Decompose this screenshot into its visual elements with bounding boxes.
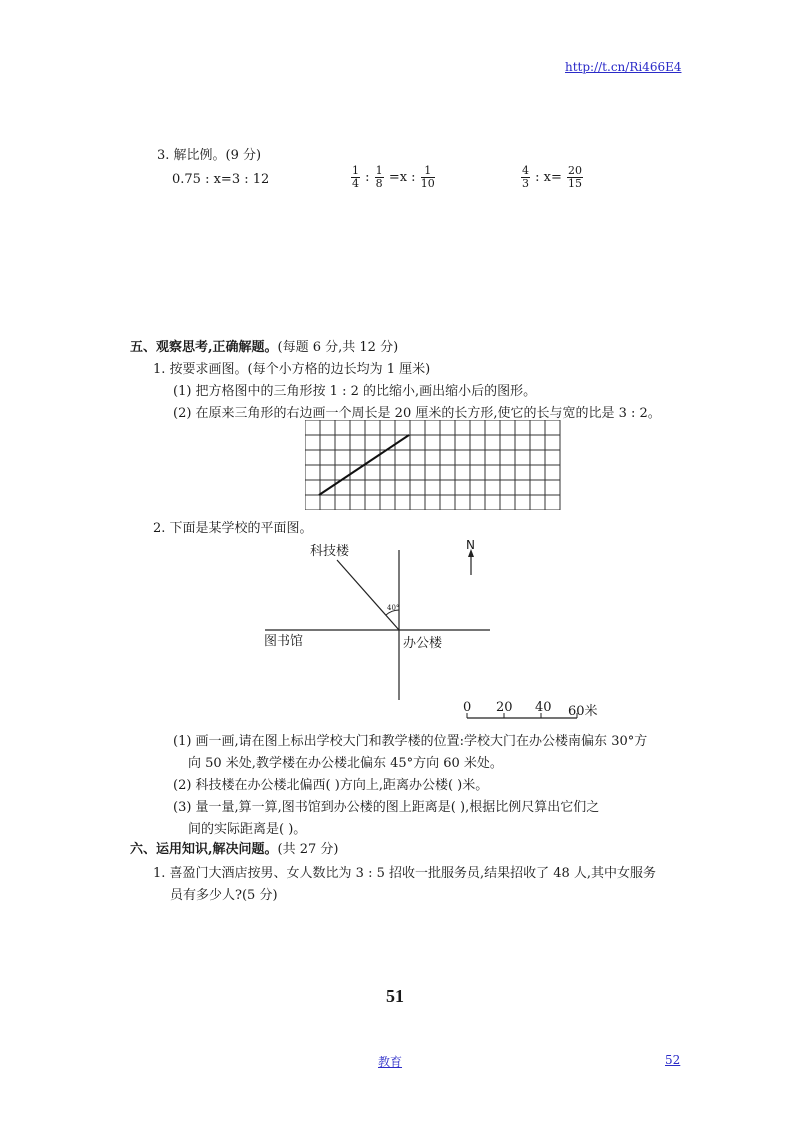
section5-q1-part2: (2) 在原来三角形的右边画一个周长是 20 厘米的长方形,使它的长与宽的比是 3 : 2。	[173, 406, 661, 421]
scale-60m: 60米	[568, 704, 598, 719]
section6-heading: 六、运用知识,解决问题。(共 27 分)	[130, 842, 339, 857]
office-building-label: 办公楼	[403, 636, 443, 651]
section5-q2-part2: (2) 科技楼在办公楼北偏西( )方向上,距离办公楼( )米。	[173, 778, 489, 793]
science-building-line	[337, 560, 399, 630]
header-url-link[interactable]: http://t.cn/Ri466E4	[565, 60, 682, 74]
section5-q1: 1. 按要求画图。(每个小方格的边长均为 1 厘米)	[153, 362, 431, 377]
section5-q1-part1: (1) 把方格图中的三角形按 1 : 2 的比缩小,画出缩小后的图形。	[173, 384, 537, 399]
section5-q2-part3-line1: (3) 量一量,算一算,图书馆到办公楼的图上距离是( ),根据比例尺算出它们之	[173, 800, 600, 815]
section3-title: 3. 解比例。(9 分)	[157, 148, 262, 163]
equation-3: $\frac{4}{3}$ : x= $\frac{20}{15}$	[522, 164, 583, 190]
section5-q2-part1-line1: (1) 画一画,请在图上标出学校大门和教学楼的位置:学校大门在办公楼南偏东 30°方	[173, 734, 648, 749]
north-label: N	[466, 538, 475, 552]
section5-heading: 五、观察思考,正确解题。(每题 6 分,共 12 分)	[130, 340, 399, 355]
angle-label: 40°	[387, 604, 400, 612]
section5-q2-part1-line2: 向 50 米处,教学楼在办公楼北偏东 45°方向 60 米处。	[188, 756, 503, 771]
footer-page-link[interactable]: 52	[665, 1053, 681, 1067]
science-building-label: 科技楼	[310, 544, 350, 559]
section6-q1-line2: 员有多少人?(5 分)	[170, 888, 278, 903]
equation-1: 0.75 : x=3 : 12	[172, 172, 270, 187]
school-plan-map	[255, 535, 505, 705]
section5-q2: 2. 下面是某学校的平面图。	[153, 521, 313, 536]
footer-link[interactable]: 教育	[378, 1055, 403, 1069]
scale-40: 40	[535, 700, 552, 715]
page-number: 51	[386, 986, 404, 1006]
square-grid-figure	[305, 420, 561, 510]
library-label: 图书馆	[264, 634, 304, 649]
equation-2: $\frac{1}{4}$ : $\frac{1}{8}$ =x : $\frac{1}{10}$	[352, 164, 435, 190]
section5-q2-part3-line2: 间的实际距离是( )。	[188, 822, 307, 837]
scale-20: 20	[496, 700, 513, 715]
section6-q1-line1: 1. 喜盈门大酒店按男、女人数比为 3 : 5 招收一批服务员,结果招收了 48 人,其中女服务	[153, 866, 657, 881]
scale-0: 0	[463, 700, 472, 715]
